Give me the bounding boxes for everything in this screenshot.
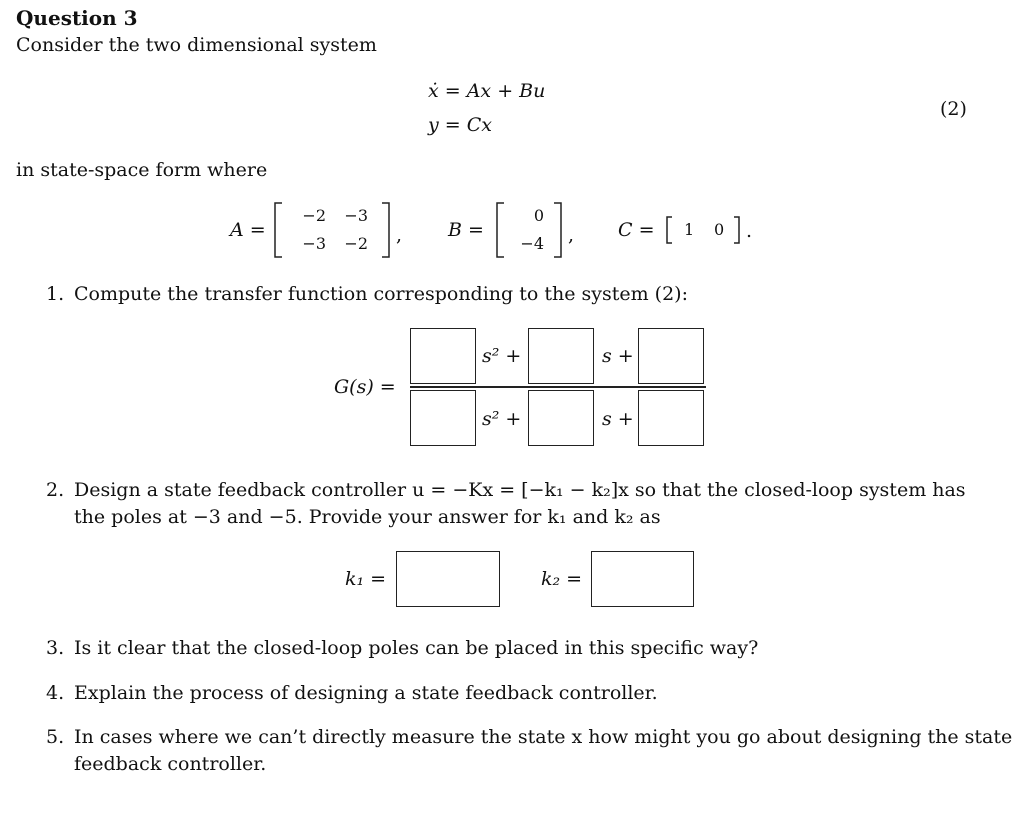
k2-answer-input[interactable] [591, 551, 694, 607]
item-2-text-line2: the poles at −3 and −5. Provide your answer for k₁ and k₂ as [74, 506, 661, 528]
item-5-text-line2: feedback controller. [74, 753, 267, 775]
matrix-b-cell: 0 [533, 206, 544, 225]
intro-text: Consider the two dimensional system [16, 34, 377, 56]
k2-label: k₂ = [541, 568, 583, 590]
numerator-s2-coefficient-input[interactable] [410, 328, 476, 384]
question-title: Question 3 [16, 6, 138, 30]
matrix-b-left-bracket [494, 202, 506, 258]
equation-number: (2) [940, 98, 967, 120]
item-4-text: Explain the process of designing a state feedback controller. [74, 682, 658, 704]
matrix-c-period: . [746, 220, 753, 242]
item-2-text-line1: Design a state feedback controller u = −Kx = [−k₁ − k₂]x so that the closed-loop system has [74, 479, 966, 501]
numerator-s2-term: s² + [482, 345, 522, 367]
k1-label: k₁ = [345, 568, 387, 590]
matrix-c-right-bracket [732, 216, 742, 244]
denominator-s-term: s + [602, 408, 634, 430]
item-3-text: Is it clear that the closed-loop poles can be placed in this specific way? [74, 637, 759, 659]
matrix-a-cell: −3 [344, 206, 368, 225]
form-text: in state-space form where [16, 159, 268, 181]
matrix-a-comma: , [396, 224, 403, 246]
item-5-text-line1: In cases where we can’t directly measure the state x how might you go about designing the state [74, 726, 1013, 748]
numerator-s-term: s + [602, 345, 634, 367]
matrix-b-cell: −4 [520, 234, 544, 253]
item-4-number: 4. [46, 682, 65, 704]
output-equation: y = Cx [428, 114, 492, 136]
matrix-a-cell: −2 [302, 206, 326, 225]
matrix-c-left-bracket [664, 216, 674, 244]
matrix-a-cell: −2 [344, 234, 368, 253]
transfer-function-label: G(s) = [334, 376, 396, 398]
state-equation: ẋ = Ax + Bu [428, 80, 546, 102]
item-1-text: Compute the transfer function corresponding to the system (2): [74, 283, 688, 305]
matrix-a-right-bracket [380, 202, 392, 258]
k1-answer-input[interactable] [396, 551, 500, 607]
item-2-number: 2. [46, 479, 65, 501]
matrix-a-cell: −3 [302, 234, 326, 253]
item-3-number: 3. [46, 637, 65, 659]
item-1-number: 1. [46, 283, 65, 305]
denominator-s-coefficient-input[interactable] [528, 390, 594, 446]
matrix-c-cell: 0 [714, 220, 725, 239]
denominator-s2-coefficient-input[interactable] [410, 390, 476, 446]
matrix-b-label: B = [448, 219, 484, 241]
fraction-bar [410, 386, 706, 388]
numerator-s-coefficient-input[interactable] [528, 328, 594, 384]
matrix-b-right-bracket [552, 202, 564, 258]
matrix-c-cell: 1 [684, 220, 695, 239]
matrix-a-left-bracket [272, 202, 284, 258]
matrix-a-label: A = [230, 219, 266, 241]
numerator-constant-input[interactable] [638, 328, 704, 384]
item-5-number: 5. [46, 726, 65, 748]
matrix-c-label: C = [618, 219, 655, 241]
matrix-b-comma: , [568, 224, 575, 246]
denominator-s2-term: s² + [482, 408, 522, 430]
denominator-constant-input[interactable] [638, 390, 704, 446]
